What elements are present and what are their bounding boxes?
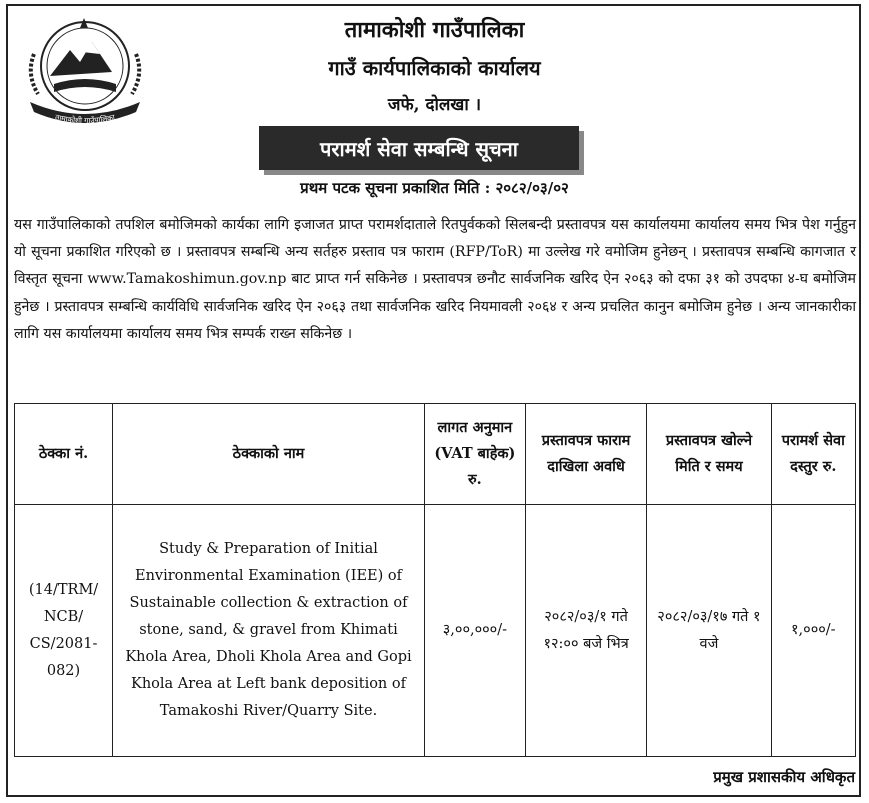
notice-title: परामर्श सेवा सम्बन्धि सूचना bbox=[259, 126, 579, 170]
table-row bbox=[15, 505, 856, 757]
cell-cost-estimate: ३,००,०००/- bbox=[424, 505, 525, 757]
notice-body: यस गाउँपालिकाको तपशिल बमोजिमको कार्यका लागि इजाजत प्राप्त परामर्शदाताले रितपुर्वकको सिलबन्दी प्रस्तावपत्र यस कार्यालयमा कार्यालय समय भित्र पेश गर्नुहुन यो सूचना प्रकाशित गरिएको छ । प्रस्तावपत्र सम्बन्धि अन्य सर्तहरु प्रस्ताव पत्र फाराम (RFP/ToR) मा उल्लेख गरे वमोजिम हुनेछन् । प्रस्तावपत्र सम्बन्धि कागजात र विस्तृत सूचना www.Tamakoshimun.gov.np बाट प्राप्त गर्न सकिनेछ । प्रस्तावपत्र छनौट सार्वजनिक खरिद ऐन २०६३ को दफा ३१ को उपदफा ४-घ बमोजिम हुनेछ । प्रस्तावपत्र सम्बन्धि कार्यविधि सार्वजनिक खरिद ऐन २०६३ तथा सार्वजनिक खरिद नियमावली २०६४ र अन्य प्रचलित कानुन बमोजिम हुनेछ । अन्य जानकारीका लागि यस कार्यालयमा कार्यालय समय भित्र सम्पर्क राख्न सकिनेछ । bbox=[14, 217, 856, 342]
svg-text:तामाकोशी गाउँपालिका: तामाकोशी गाउँपालिका bbox=[54, 112, 116, 126]
signatory: प्रमुख प्रशासकीय अधिकृत bbox=[713, 768, 855, 786]
office-address: जफे, दोलखा । bbox=[387, 95, 482, 115]
header-submission-period: प्रस्तावपत्र फाराम दाखिला अवधि bbox=[525, 404, 647, 505]
cell-submission-period: २०८२/०३/१ गते १२:०० बजे भित्र bbox=[525, 505, 647, 757]
header-opening-datetime: प्रस्तावपत्र खोल्ने मिति र समय bbox=[647, 404, 771, 505]
header-cost-estimate: लागत अनुमान (VAT बाहेक) रु. bbox=[424, 404, 525, 505]
header-contract-no: ठेक्का नं. bbox=[15, 404, 113, 505]
header-service-fee: परामर्श सेवा दस्तुर रु. bbox=[771, 404, 855, 505]
contract-table bbox=[14, 403, 856, 757]
cell-contract-no: (14/TRM/ NCB/ CS/2081- 082) bbox=[15, 505, 113, 757]
cell-opening-datetime: २०८२/०३/१७ गते १ वजे bbox=[647, 505, 771, 757]
table-header-row bbox=[15, 404, 856, 505]
municipality-name: तामाकोशी गाउँपालिका bbox=[344, 17, 525, 43]
office-name: गाउँ कार्यपालिकाको कार्यालय bbox=[328, 56, 541, 80]
header-contract-name: ठेक्काको नाम bbox=[113, 404, 425, 505]
cell-contract-name: Study & Preparation of Initial Environmental Examination (IEE) of Sustainable collection & extraction of stone, sand, & gravel from Khimati Khola Area, Dholi Khola Area and Gopi Khola Area at Left bank deposition of Tamakoshi River/Quarry Site. bbox=[113, 505, 425, 757]
publication-date: प्रथम पटक सूचना प्रकाशित मिति : २०८२/०३/०२ bbox=[300, 179, 569, 197]
cell-service-fee: १,०००/- bbox=[771, 505, 855, 757]
